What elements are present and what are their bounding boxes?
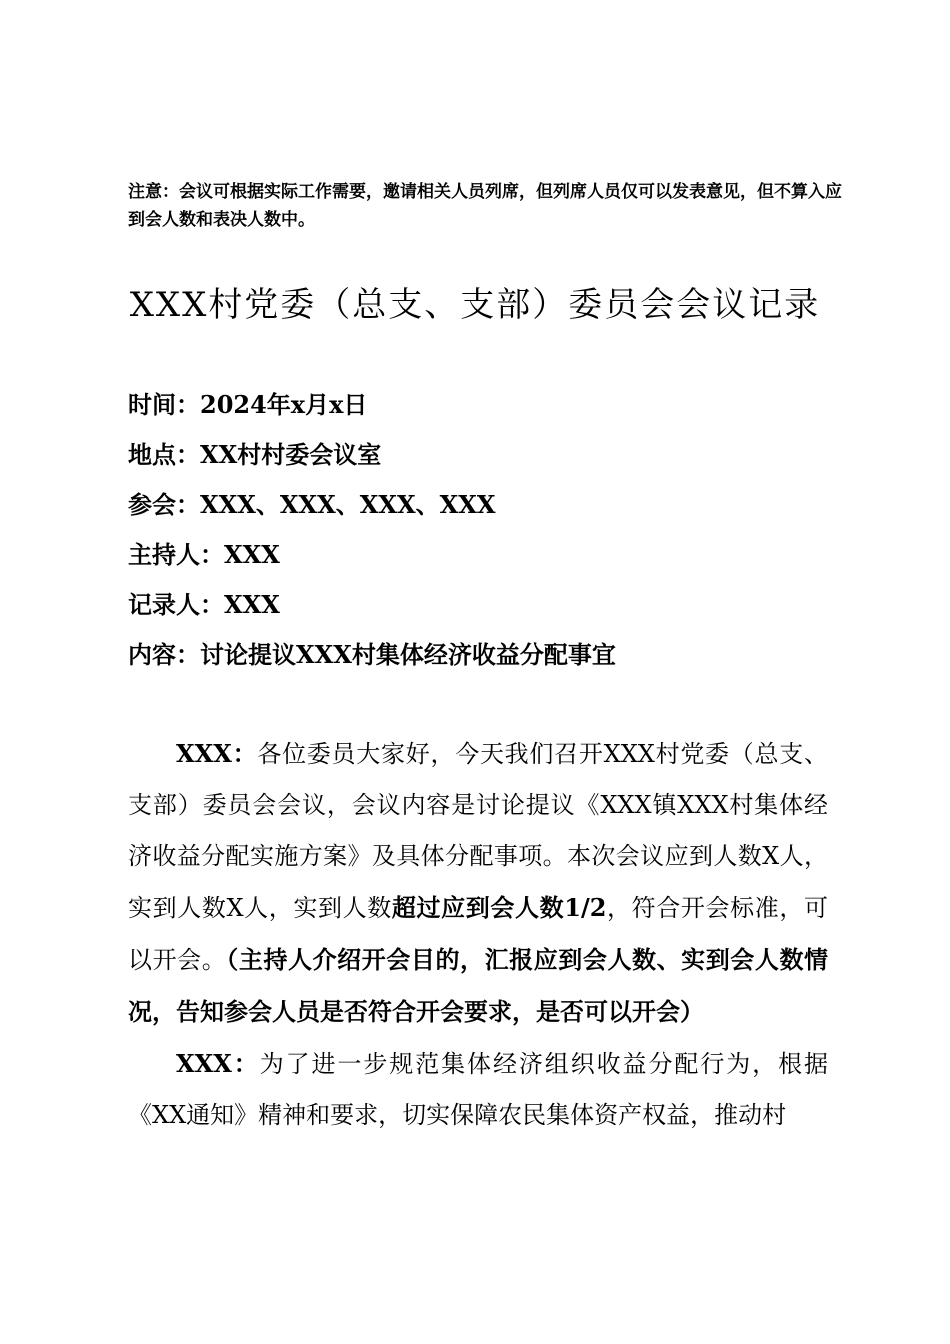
meeting-meta (128, 380, 828, 680)
speaker-label: XXX： (176, 739, 258, 768)
speaker-label: XXX： (176, 1049, 260, 1078)
meta-host: 主持人：XXX (128, 540, 280, 569)
meta-content: 内容：讨论提议XXX村集体经济收益分配事宜 (128, 640, 616, 669)
paragraph-text: 为了进一步规范集体经济组织收益分配行为，根据《XX通知》精神和要求，切实保障农民集体资产权益，推动村 (128, 1050, 828, 1129)
meta-place: 地点：XX村村委会议室 (128, 440, 382, 469)
meeting-body (128, 728, 828, 1141)
host-instruction-text: （主持人介绍开会目的，汇报应到会人数、实到会人数情况，告知参会人员是否符合开会要求，是否可以开会） (128, 945, 829, 1026)
paragraph-2 (128, 1038, 828, 1141)
notice-text: 注意：会议可根据实际工作需要，邀请相关人员列席，但列席人员仅可以发表意见，但不算入应到会人数和表决人数中。 (128, 182, 842, 230)
emphasis-text: 超过应到会人数1/2 (391, 893, 607, 922)
document-title: XXX村党委（总支、支部）委员会会议记录 (129, 285, 821, 325)
paragraph-text: 各位委员大家好，今天我们召开XXX村党委（总支、支部）委员会会议，会议内容是讨论提议《XXX镇XXX村集体经济收益分配实施方案》及具体分配事项。本次会议应到人数X人，实到人数X人，实到人数 (128, 740, 828, 922)
meta-attendees: 参会：XXX、XXX、XXX、XXX (128, 490, 496, 519)
paragraph-text: ，符合开会标准，可以开会。 (128, 894, 828, 974)
meta-time: 时间：2024年x月x日 (128, 390, 368, 419)
paragraph-1 (128, 728, 828, 1038)
meta-recorder: 记录人：XXX (128, 590, 280, 619)
